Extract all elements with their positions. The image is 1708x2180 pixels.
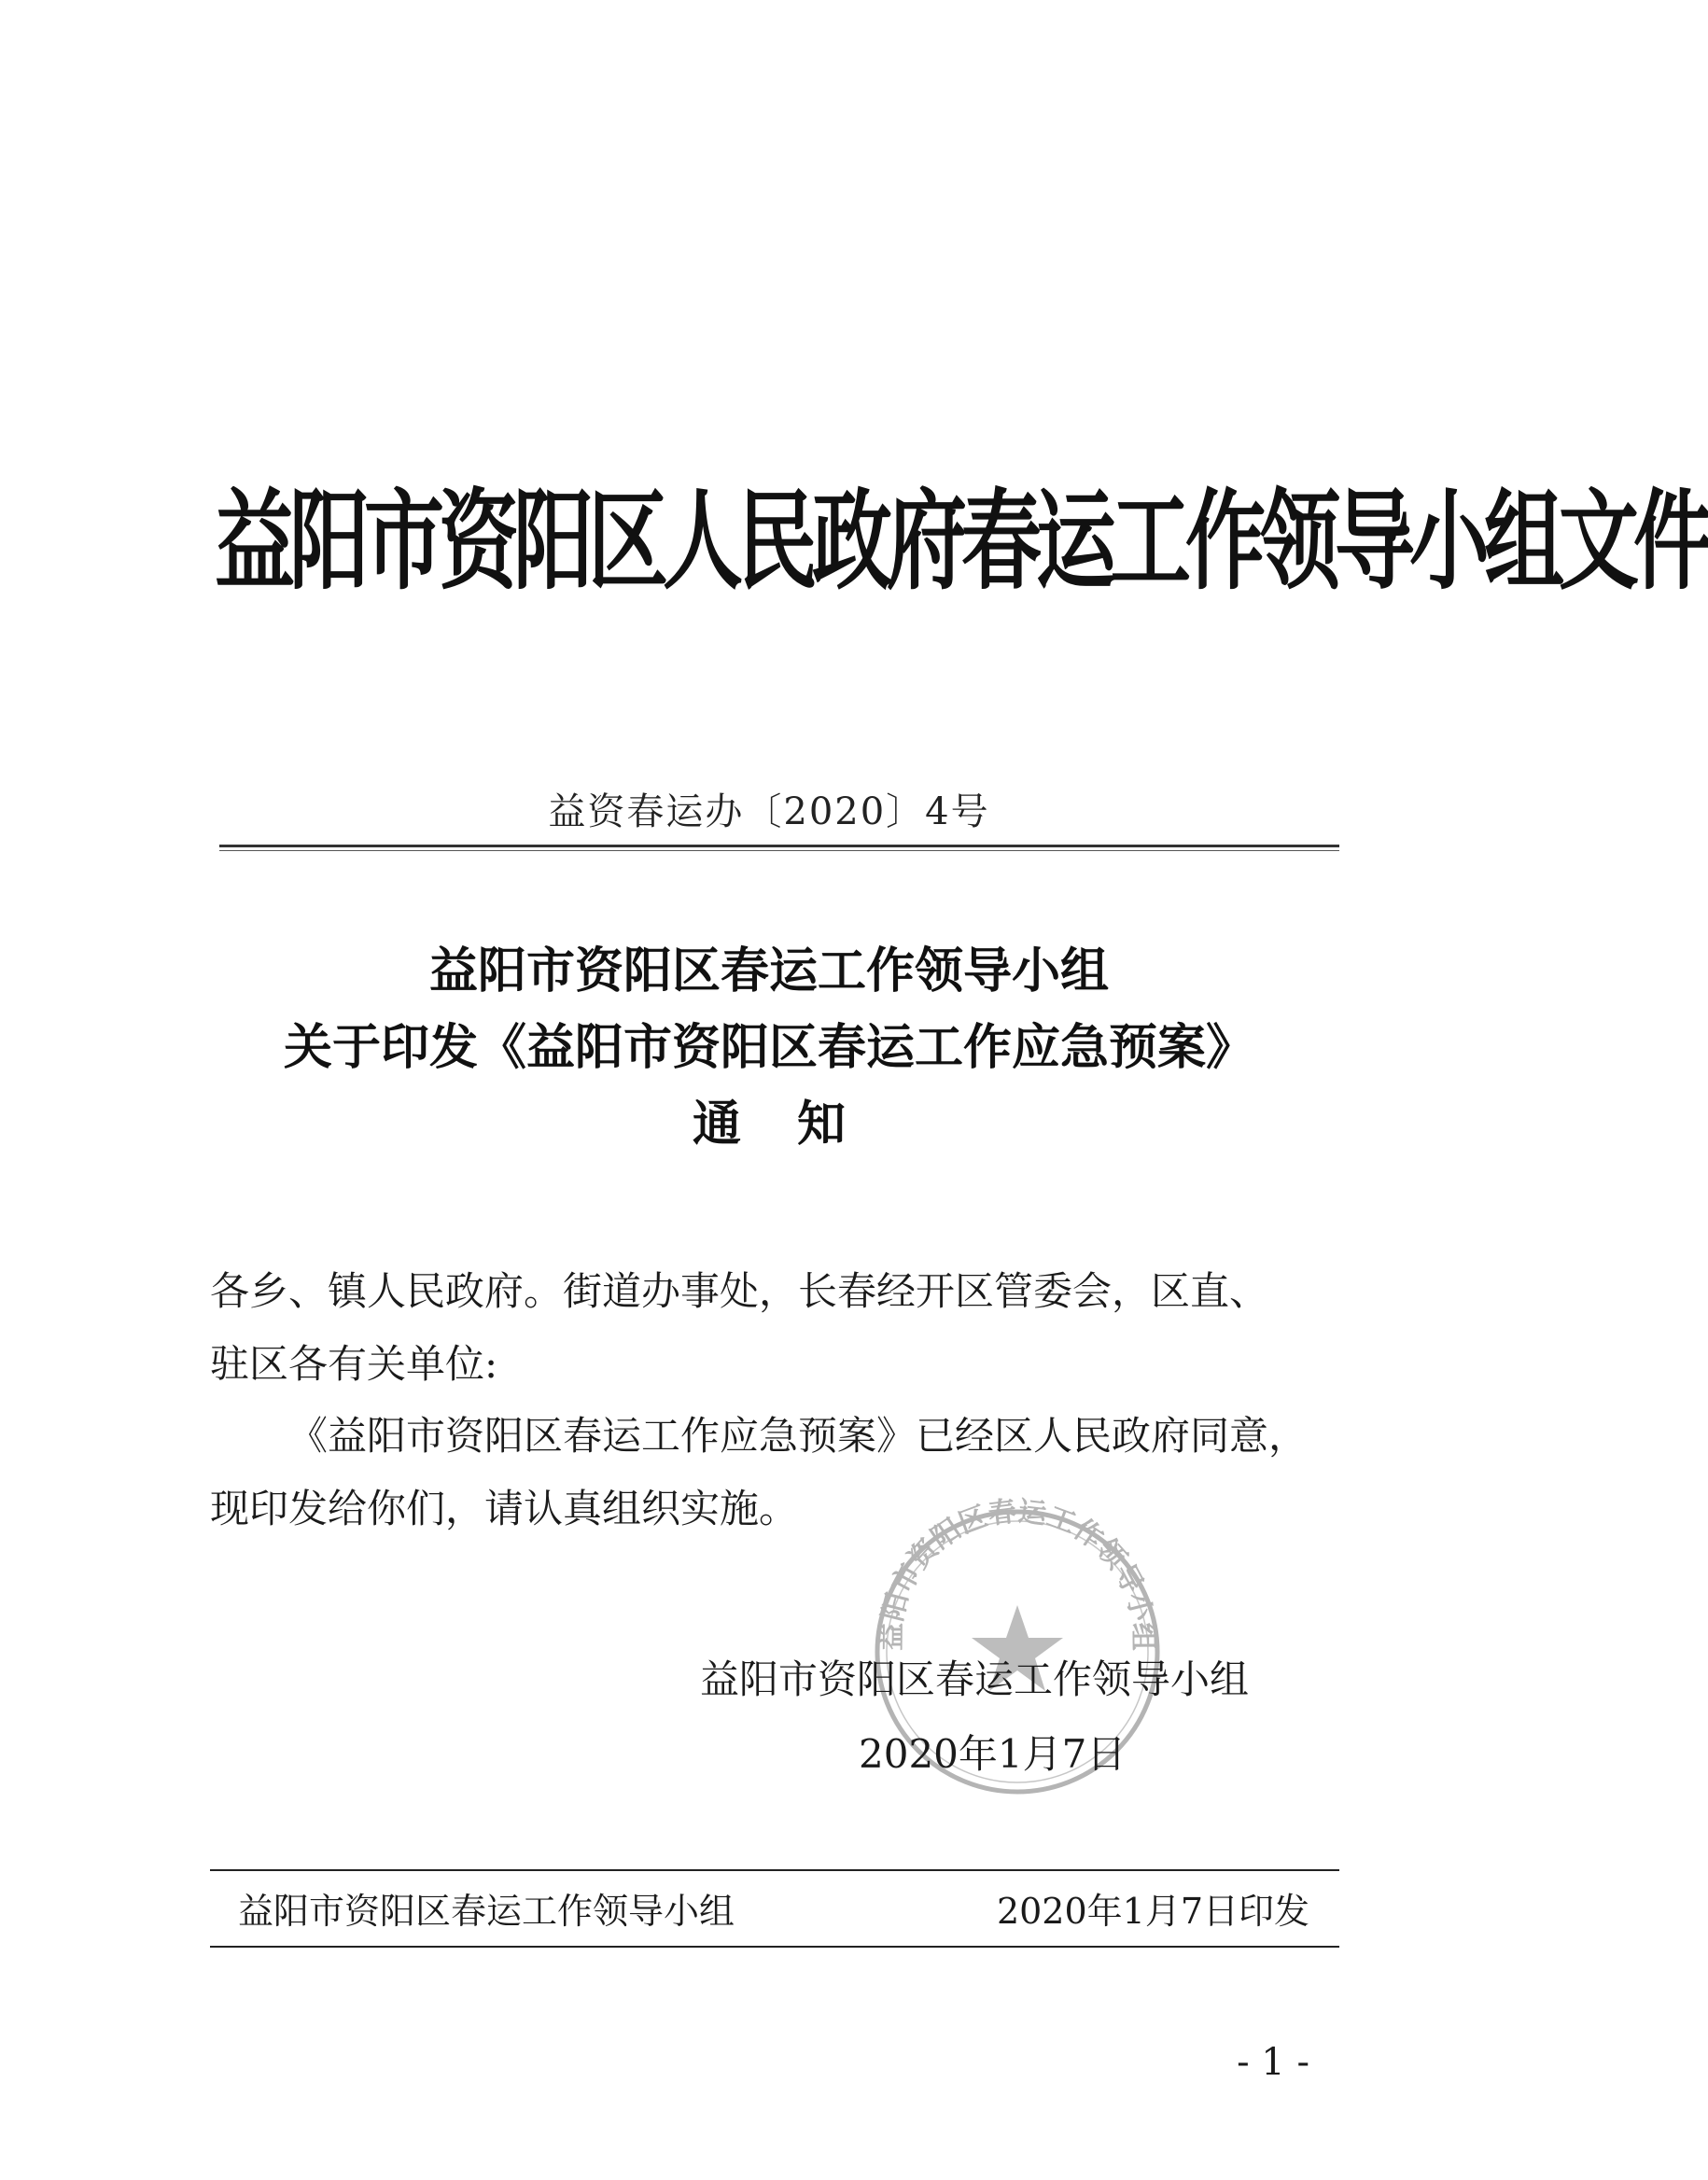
title-line-1: 益阳市资阳区春运工作领导小组 (428, 943, 1109, 999)
document-title (0, 933, 1538, 1163)
title-line-2: 关于印发《益阳市资阳区春运工作应急预案》 (283, 1019, 1254, 1076)
header-divider (219, 845, 1339, 851)
paragraph-line-1: 《益阳市资阳区春运工作应急预案》已经区人民政府同意， (288, 1413, 1309, 1459)
paragraph-line-2: 现印发给你们，请认真组织实施。 (210, 1486, 799, 1531)
addressee (210, 1255, 1349, 1401)
addressee-line-2: 驻区各有关单位: (210, 1341, 498, 1387)
footer-issue-date: 2020年1月7日印发 (996, 1891, 1309, 1932)
issuer-header-title: 益阳市资阳区人民政府春运工作领导小组文件 (215, 479, 1708, 606)
body-paragraph (210, 1400, 1349, 1545)
addressee-line-1: 各乡、镇人民政府。街道办事处，长春经开区管委会，区直、 (210, 1268, 1269, 1314)
seal-text: 益阳市资阳区春运工作领导小组 (875, 1495, 1160, 1651)
page-number: - 1 - (1237, 2041, 1309, 2084)
signature-organization: 益阳市资阳区春运工作领导小组 (700, 1656, 1250, 1702)
title-line-3: 通知 (692, 1096, 902, 1153)
document-number: 益资春运办〔2020〕4号 (548, 790, 990, 833)
footer-bottom-rule (210, 1946, 1339, 1948)
signature-date: 2020年1月7日 (859, 1731, 1127, 1777)
footer-top-rule (210, 1869, 1339, 1871)
footer-issuer: 益阳市资阳区春运工作领导小组 (238, 1891, 735, 1932)
